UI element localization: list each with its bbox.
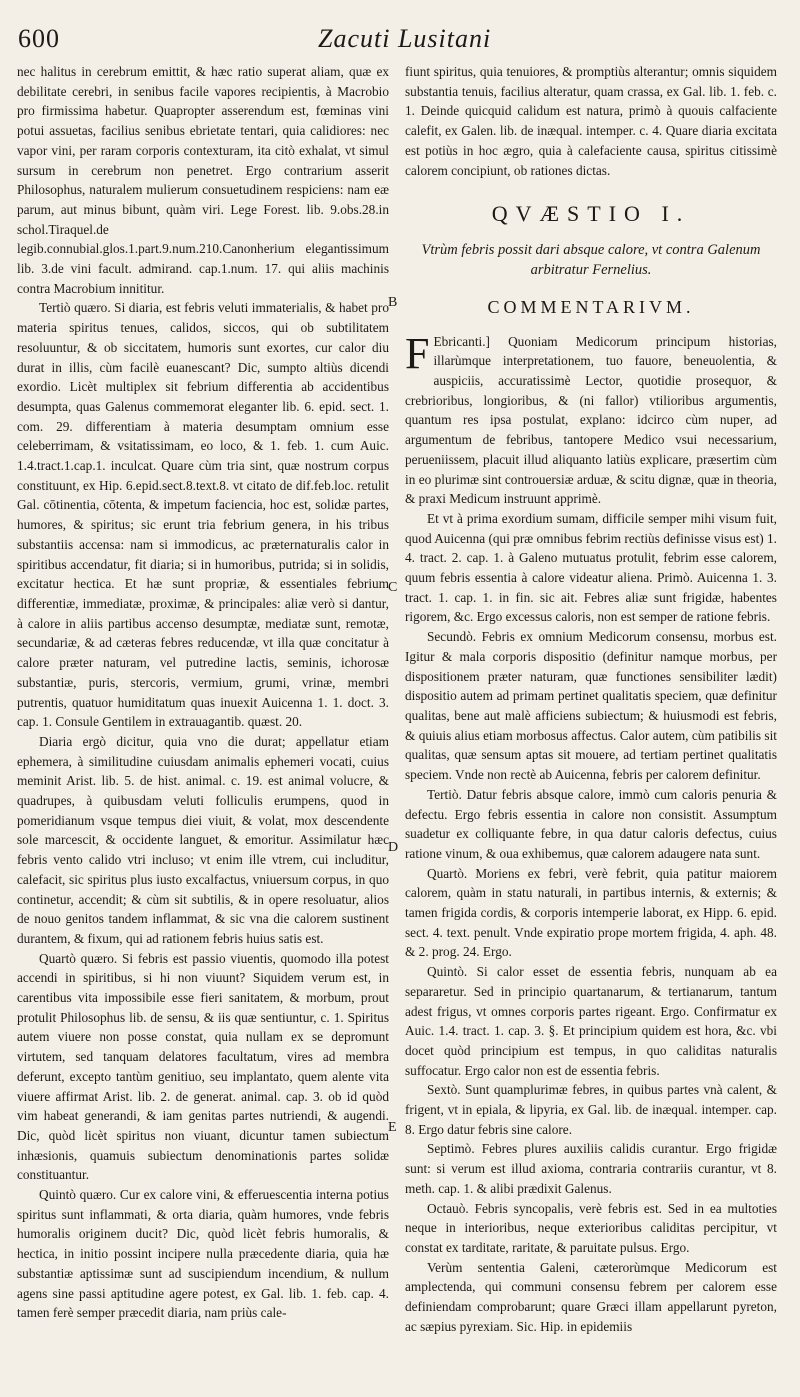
question-title: Vtrùm febris possit dari absque calore, vt contra Galenum arbitratur Fernelius. [421,241,761,278]
right-column [405,62,777,1336]
drop-cap: F [405,328,430,378]
right-paragraph: Et vt à prima exordium sumam, difficile semper mihi visum fuit, quod Auicenna (qui præ omnibus febrim rectiùs definisse visus est) 1. 4. tract. 2. cap. 1. à Galeno mutuatus protulit, febrim esse calorem, quum febris essentia à calore videatur aliena. Primò. Auicenna 1. 3. tract. 1. cap. 1. in fin. sic ait. Febres aliæ sunt frigidæ, habentes rigorem, &c. Ergo excessus caloris, non est semper de ratione febris. [405,510,777,625]
commentary-heading: COMMENTARIVM. [487,296,695,317]
margin-letter: B [388,295,398,310]
left-paragraph: Diaria ergò dicitur, quia vno die durat; appellatur etiam ephemera, à similitudine cuiusdam animalis ephemeri vocati, cuius meminit Arist. lib. 5. de hist. animal. c. 19. est animal volucre, & quadrupes, à quibusdam veluti folliculis erumpens, quod in pomeridianum vsque tempus diei viuit, & volat, mox descendente sole marcescit, & occidente languet, & emoritur. Assimilatur hæc febris vento calido vtri incluso; vt enim ille vtrem, cui includitur, calefacit, sic spiritus plus iusto excalfactus, vniuersum corpus, in quo continetur, accendit; & cùm sit subtilis, & in opere resoluatur, alios de nouo genitos tandem inflammat, & sic vna die calorem sustinent durantem, & fixum, qui ad rationem febris huius satis est. [17,733,389,946]
right-paragraph: Secundò. Febris ex omnium Medicorum consensu, morbus est. Igitur & mala corporis dispositio (definitur namque morbus, per dispositionem præter naturam, quæ functiones sensibiliter lædit) dispositio autem ad primam pertinet qualitatis speciem, quæ definitur qualitas, bene aut malè afficiens subiectum; & huiusmodi est febris, & quiuis alius etiam morbosus affectus. Calor autem, cùm patibilis sit qualitas, quæ sensum aptas sit mouere, ad tertiam pertinet qualitatis speciem. Vnde non rectè ab Auicenna, febris per calorem definitur. [405,629,777,783]
right-paragraph: Quartò. Moriens ex febri, verè febrit, quia patitur maiorem calorem, quàm in statu naturali, in partibus internis, & externis; & tamen frigida cordis, & corporis intemperie laborat, ex Hipp. 6. epid. sect. 4. text. penult. Vnde expiratio prope mortem frigida, 4. aph. 48. & 2. prog. 24. Ergo. [405,865,777,960]
right-paragraph: Quintò. Si calor esset de essentia febris, nunquam ab ea separaretur. Sed in principio quartanarum, & tertianarum, tantum adest frigus, vt omnes corporis partes rigeant. Ergo. Confirmatur ex Auic. 1.4. tract. 1. cap. 3. §. Et principium quidem est hora, &c. vbi docet quòd principium est tempus, in quo caliditas naturalis suffocatur. Ergo calor non est de essentia febris. [405,964,777,1078]
right-paragraph: Ebricanti.] Quoniam Medicorum principum historias, illarùmque interpretationem, tuo fauore, beneuolentia, & auspiciis, accuratissimè Lector, quotidie prosequor, & crebrioribus, longioribus, & (ni fallor) vtilioribus argumentis, quantum res ipsa postulat, explano: idcirco cùm nuper, ad argumentum de febribus, tantopere Medico vsui necessarium, perueniissem, placuit illud aliquanto latiùs explicare, præsertim cùm in eo plurimæ sint controuersiæ arduæ, & scitu dignæ, quæ in theoria, & praxi Medicum instruunt apprimè. [405,333,777,507]
right-paragraph: Tertiò. Datur febris absque calore, immò cum caloris penuria & defectu. Ergo febris essentia in calore non consistit. Assumptum suadetur ex colliquante febre, in qua datur caloris defectus, cuius ratione vinum, & oua exhibemus, quæ calorem adaugere nata sunt. [405,786,777,861]
right-paragraph: Octauò. Febris syncopalis, verè febris est. Sed in ea multoties neque in interioribus, neque exterioribus caliditas percipitur, vt constat ex tarditate, raritate, & paruitate pulsus. Ergo. [405,1200,777,1255]
right-paragraph: Septimò. Febres plures auxiliis calidis curantur. Ergo frigidæ sunt: si verum est illud axioma, contraria contrariis curantur, vt 8. meth. cap. 1. & alibi prædixit Galenus. [405,1141,777,1196]
margin-letter: E [388,1120,397,1135]
page-header [18,18,782,60]
right-paragraph: Sextò. Sunt quamplurimæ febres, in quibus partes vnà calent, & frigent, vt in epiala, & lipyria, ex Gal. lib. de inæqual. intemper. cap. 8. Ergo datur febris sine calore. [405,1082,777,1137]
left-paragraph: Quartò quæro. Si febris est passio viuentis, quomodo illa potest accendi in spiritibus, si hi non viuunt? Siquidem verum est, in carentibus vita impossibile esse fieri sanitatem, & morbum, prout protulit Philosophus lib. de sensu, & iis quæ sentiuntur, c. 1. Spiritus autem viuere non posse constat, quia nullam ex se depromunt virtutem, sed tanquam delatores facultatum, vires ad membra deferunt, excepto tantùm genitiuo, seu implantato, quem alente vita viuere affirmat Arist. lib. 2. de generat. animal. cap. 3. ob id quòd vim habeat generandi, & iam genitas partes nutriendi, & augendi. Dic, quòd licèt spiritus non viuant, dicuntur tamen subiectum inhæsionis, quamuis subiectum denominationis partes solidæ constituantur. [17,950,389,1183]
right-intro: fiunt spiritus, quia tenuiores, & promptiùs alterantur; omnis siquidem substantia tenuis, facilius alteratur, quam crassa, ex Gal. lib. 1. feb. c. 1. Deinde quicquid calidum est natura, primò à quouis calfaciente calefit, ex Galen. lib. de inæqual. intemper. c. 4. Quare diaria excitata est potiùs in hoc ægro, quia à calefaciente causa, spiritus citissimè calorem concipiunt, ob rationes dictas. [405,64,777,178]
left-paragraph: Tertiò quæro. Si diaria, est febris veluti immaterialis, & habet pro materia spiritus tenues, calidos, siccos, qui ob subtilitatem resoluuntur, & ob siccitatem, humoris sunt exortes, cur calor diu durat in illis, cùm facilè euanescant? Dic, sumpto altiùs dicendi exordio. Licèt multiplex sit febrium differentia ab accidentibus desumpta, quas Galenus commemorat eleganter lib. 6. epid. sect. 1. com. 29. differentiam à materia desumptam omnium esse celeberrimam, & vsitatissimam, eo loco, & 1. feb. 1. cum Auic. 1.4.tract.1.cap.1. inculcat. Quare cùm tria sint, quæ nostrum corpus constituunt, ex Hip. 6.epid.sect.8.text.8. vt citato de dif.feb.loc. retulit Gal. cōtinentia, cōtenta, & impetum faciencia, hoc est, solidæ partes, humores, & spiritus; sic erunt tria febrium genera, in his tribus substantiis accensa: nam si immodicus, ac præternaturalis calor in spiritibus accendatur, fit diaria; si in humoribus, putrida; si in solidis, excitatur hectica. Et hæ sunt propriæ, & essentiales febrium differentiæ, immediatæ, proximæ, & principales: aliæ verò si dantur, à calore in aliis partibus accenso desumptæ, mediatæ sunt, remotæ, secundariæ, & ad cæteras febres reducendæ, vt illa quæ concitatur à calore præter naturam, vel putredine lactis, seminis, ichorosæ substantiæ, puris, stercoris, vermium, grumi, vrinæ, membri putrentis, quatuor humiditatum quas inuexit Auicenna 1. 1. doct. 3. cap. 1. Consule Gentilem in extrauagantib. quæst. 20. [17,300,389,730]
left-paragraph: Quintò quæro. Cur ex calore vini, & efferuescentia interna potius spiritus sunt inflammati, & orta diaria, quàm humores, vnde febris humoralis originem ducit? Dic, quòd licèt febris humoralis, & hectica, in initio possint incipere nulla præcedente diaria, quia hæ substantiæ aptissimæ sunt ad suscipiendum incendium, & nullum agens sine passi aptitudine agere potest, ex Gal. lib. 1. feb. cap. 4. tamen ferè semper præcedit diaria, nam priùs cale- [17,1187,389,1321]
left-column [17,62,389,1323]
right-paragraph: Verùm sententia Galeni, cæterorùmque Medicorum est amplectenda, qui communi consensu febrem per calorem esse definiendam comprobarunt; quare Græci illam appellarunt pyreton, ac sæpius pyrexiam. Sic. Hip. in epidemiis [405,1259,777,1334]
margin-letter: D [388,840,399,855]
question-heading: QVÆSTIO I. [491,201,691,227]
page-number: 600 [18,24,60,53]
left-paragraph: nec halitus in cerebrum emittit, & hæc ratio superat aliam, quæ ex debilitate cerebri, in senibus facile vapores recipientis, à Macrobio pro firmissima habetur. Quapropter asserendum est, fœminas vini potui assuetas, facilius senibus ebrietate tentari, quia calidiores: nec vapor vini, per raram corporis contexturam, ita citò exhalat, vt simul sursum in cerebrum non penetret. Ergo contrarium asserit Philosophus, naturalem mulierum consuetudinem respiciens: nam eæ parum, aut minus bibunt, quàm viri. Lege Forest. lib. 9.obs.28.in schol.Tiraquel.de legib.connubial.glos.1.part.9.num.210.Canonherium elegantissimum lib. 3.de vini facult. admirand. cap.1.num. 17. qui aliis machinis contra Macrobium innititur. [17,64,389,296]
running-head: Zacuti Lusitani [318,24,492,53]
margin-letter: C [388,580,398,595]
